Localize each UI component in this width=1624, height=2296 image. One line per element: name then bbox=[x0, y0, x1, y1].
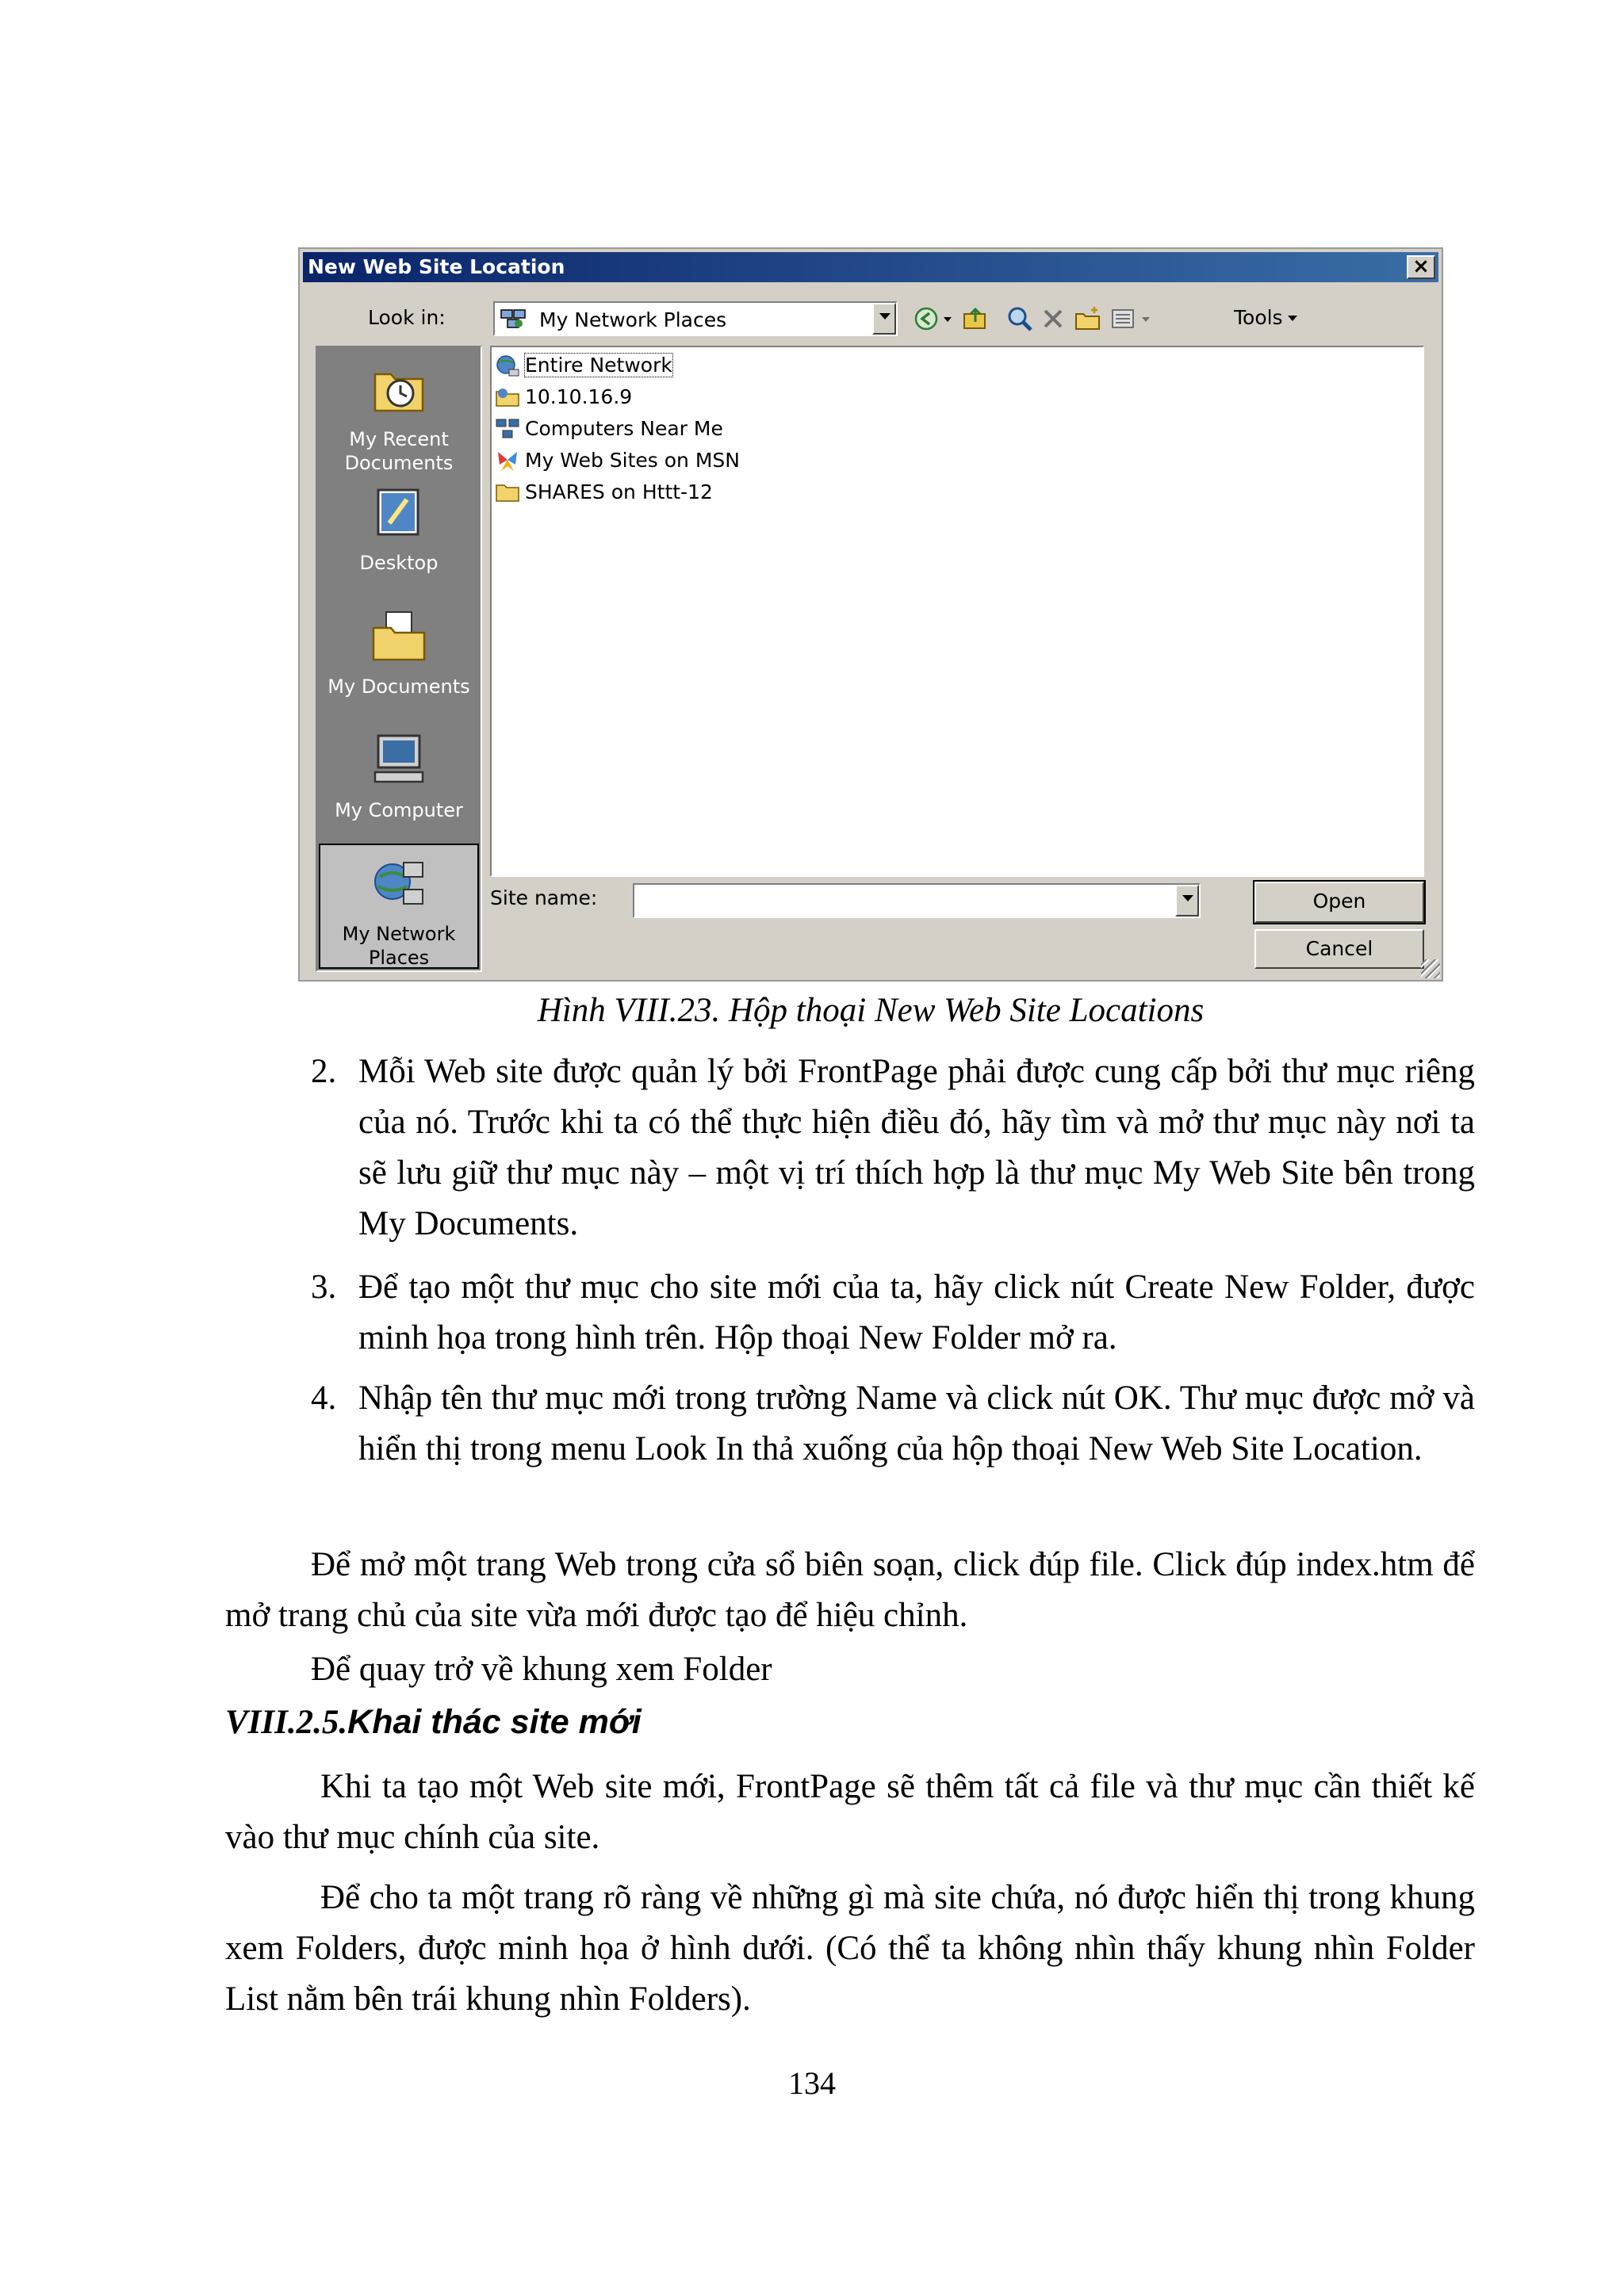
place-my-computer[interactable] bbox=[319, 721, 479, 840]
look-in-value: My Network Places bbox=[539, 308, 727, 331]
my-documents-icon bbox=[369, 606, 429, 666]
file-label: Entire Network bbox=[525, 354, 672, 377]
file-list[interactable] bbox=[490, 346, 1424, 877]
tools-dropdown-icon[interactable] bbox=[1288, 316, 1297, 321]
list-item[interactable] bbox=[495, 477, 713, 506]
dialog-titlebar bbox=[303, 252, 1438, 282]
dialog-title: New Web Site Location bbox=[308, 255, 565, 278]
place-my-network-places[interactable] bbox=[319, 844, 479, 969]
section-heading bbox=[225, 1703, 642, 1742]
network-places-icon bbox=[500, 308, 527, 330]
my-computer-icon bbox=[369, 729, 429, 790]
place-desktop[interactable] bbox=[319, 474, 479, 593]
look-in-label: Look in: bbox=[368, 306, 446, 329]
list-item[interactable] bbox=[495, 350, 672, 379]
paragraph-new-site: Khi ta tạo một Web site mới, FrontPage sẽ thêm tất cả file và thư mục cần thiết kế vào thư mục chính của site. bbox=[225, 1768, 1475, 1856]
close-button[interactable]: × bbox=[1407, 255, 1435, 279]
page-number: 134 bbox=[788, 2065, 836, 2101]
back-icon[interactable] bbox=[912, 304, 940, 333]
entire-network-icon bbox=[495, 354, 520, 377]
step-number: 2. bbox=[311, 1053, 337, 1090]
list-item[interactable] bbox=[495, 414, 723, 442]
paragraph-folders-view: Để cho ta một trang rõ ràng về những gì mà site chứa, nó được hiển thị trong khung xem Folders, được minh họa ở hình dưới. (Có thể ta không nhìn thấy khung nhìn Folder List nằm bên trái khung nhìn Folders). bbox=[225, 1879, 1475, 2018]
chevron-down-icon[interactable] bbox=[1175, 885, 1199, 916]
recent-documents-icon bbox=[369, 358, 429, 419]
file-label: My Web Sites on MSN bbox=[525, 449, 740, 472]
msn-butterfly-icon bbox=[495, 449, 520, 473]
new-web-site-location-dialog bbox=[298, 247, 1443, 982]
paragraph-return-folder: Để quay trở về khung xem Folder bbox=[311, 1651, 772, 1688]
file-label: 10.10.16.9 bbox=[525, 385, 633, 408]
section-title: Khai thác site mới bbox=[347, 1703, 642, 1741]
place-label: My Network Places bbox=[342, 923, 456, 969]
step-text: Nhập tên thư mục mới trong trường Name và click nút OK. Thư mục được mở và hiển thị trong menu Look In thả xuống của hộp thoại New Web Site Location. bbox=[358, 1380, 1475, 1468]
views-dropdown-icon[interactable] bbox=[1139, 304, 1153, 333]
tools-menu[interactable]: Tools bbox=[1234, 306, 1283, 329]
step-number: 4. bbox=[311, 1380, 337, 1417]
up-one-level-icon[interactable] bbox=[961, 304, 990, 333]
open-button[interactable]: Open bbox=[1254, 882, 1424, 923]
paragraph-open-page: Để mở một trang Web trong cửa sổ biên soạn, click đúp file. Click đúp index.htm để mở trang chủ của site vừa mới được tạo để hiệu chỉnh. bbox=[225, 1546, 1475, 1634]
resize-grip[interactable] bbox=[1421, 959, 1440, 978]
network-folder-icon bbox=[495, 385, 520, 409]
file-label: SHARES on Httt-12 bbox=[525, 480, 713, 503]
desktop-icon bbox=[369, 482, 429, 542]
figure-caption: Hình VIII.23. Hộp thoại New Web Site Locations bbox=[537, 992, 1205, 1029]
place-label: Desktop bbox=[359, 552, 439, 574]
site-name-label: Site name: bbox=[490, 886, 598, 909]
cancel-button[interactable]: Cancel bbox=[1254, 929, 1424, 969]
place-label: My Documents bbox=[327, 675, 470, 698]
section-number: VIII.2.5. bbox=[225, 1704, 348, 1741]
network-places-icon bbox=[369, 853, 429, 913]
places-bar bbox=[316, 346, 482, 972]
site-name-input[interactable] bbox=[633, 883, 1201, 918]
delete-icon[interactable] bbox=[1039, 304, 1067, 333]
step-text: Để tạo một thư mục cho site mới của ta, hãy click nút Create New Folder, được minh họa trong hình trên. Hộp thoại New Folder mở ra. bbox=[358, 1269, 1475, 1357]
create-new-folder-icon[interactable] bbox=[1074, 304, 1102, 333]
chevron-down-icon[interactable] bbox=[872, 303, 896, 335]
back-dropdown-icon[interactable] bbox=[940, 304, 955, 333]
list-item[interactable] bbox=[495, 446, 740, 474]
step-text: Mỗi Web site được quản lý bởi FrontPage phải được cung cấp bởi thư mục riêng của nó. Trước khi ta có thể thực hiện điều đó, hãy tìm và mở thư mục này nơi ta sẽ lưu giữ thư mục này – một vị trí thích hợp là thư mục My Web Site bên trong My Documents. bbox=[358, 1053, 1475, 1242]
folder-icon bbox=[495, 480, 520, 504]
place-my-recent-documents[interactable] bbox=[319, 350, 479, 474]
look-in-dropdown[interactable] bbox=[493, 301, 898, 336]
computers-near-me-icon bbox=[495, 417, 520, 441]
list-item[interactable] bbox=[495, 382, 632, 411]
search-web-icon[interactable] bbox=[1005, 304, 1034, 333]
place-my-documents[interactable] bbox=[319, 598, 479, 717]
place-label: My Recent Documents bbox=[344, 428, 454, 474]
views-icon[interactable] bbox=[1109, 304, 1137, 333]
place-label: My Computer bbox=[335, 799, 463, 821]
file-label: Computers Near Me bbox=[525, 417, 723, 440]
step-number: 3. bbox=[311, 1269, 337, 1306]
